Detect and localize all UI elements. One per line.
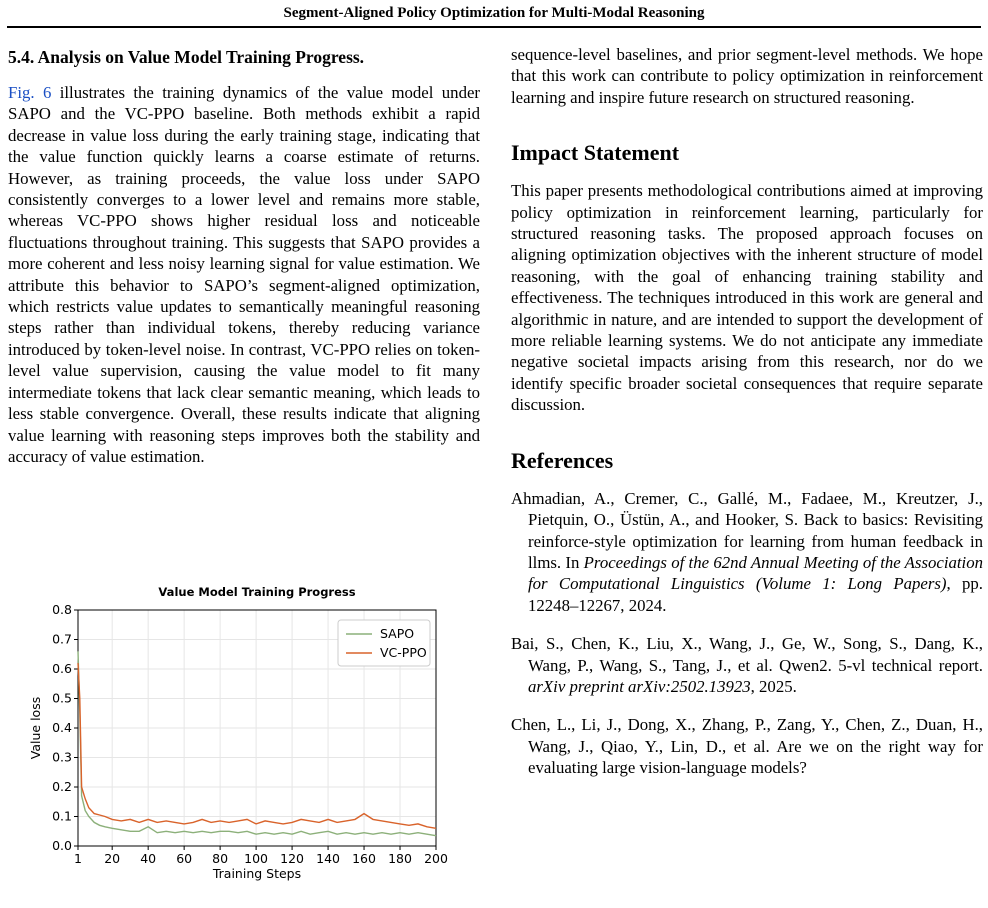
x-tick-label: 140 [316, 851, 340, 866]
reference-list [511, 488, 983, 779]
series-line-sapo [78, 651, 436, 835]
conclusion-paragraph: sequence-level baselines, and prior segment-level methods. We hope that this work can contribute to policy optimization in reinforcement learning and inspire future research on structured reasoning. [511, 45, 983, 107]
figure-reference-link[interactable]: Fig. 6 [8, 83, 52, 102]
section-title: 5.4. Analysis on Value Model Training Progress. [8, 47, 365, 67]
y-tick-label: 0.1 [52, 808, 72, 824]
y-axis-label: Value loss [28, 696, 43, 760]
right-column [511, 44, 983, 779]
x-tick-label: 80 [212, 851, 229, 866]
y-tick-label: 0.4 [52, 720, 72, 735]
header-rule [7, 26, 981, 28]
left-column [8, 44, 480, 467]
reference-tail: , 2025. [750, 676, 797, 696]
references-title: References [511, 447, 614, 473]
reference-venue: Proceedings of the 62nd Annual Meeting of the Association for Computational Linguistics (Volume 1: Long Papers) [528, 552, 983, 594]
legend-label: VC-PPO [380, 645, 427, 660]
x-tick-label: 180 [388, 851, 412, 866]
y-tick-label: 0.0 [52, 838, 72, 853]
reference-venue: arXiv preprint arXiv:2502.13923 [528, 676, 751, 696]
y-tick-label: 0.3 [52, 749, 72, 765]
x-tick-label: 40 [140, 851, 157, 866]
reference-text: Ahmadian, A., Cremer, C., Gallé, M., Fadaee, M., Kreutzer, J., Pietquin, O., Üstün, A., and Hooker, S. Back to basics: Revisiting reinforce-style optimization for learning from human feedback in llms. In [511, 488, 983, 572]
impact-statement-title: Impact Statement [511, 140, 680, 166]
y-tick-label: 0.8 [52, 602, 72, 617]
y-tick-label: 0.2 [52, 779, 72, 794]
reference-text: Bai, S., Chen, K., Liu, X., Wang, J., Ge, W., Song, S., Dang, K., Wang, P., Wang, S., Tang, J., et al. Qwen2. 5-vl technical report. [511, 634, 983, 675]
chart-svg [26, 578, 456, 890]
x-tick-label: 100 [244, 851, 269, 866]
x-tick-label: 200 [424, 851, 448, 866]
y-tick-label: 0.7 [52, 631, 72, 647]
impact-statement-text: This paper presents methodological contributions aimed at improving policy optimization in reinforcement learning, particularly for structured reasoning tasks. The proposed approach focuses on aligning optimization objectives with the inherent structure of model reasoning, with the goal of enhancing training stability and effectiveness. The techniques introduced in this work are general and algorithmic in nature, and are intended to support the development of more reliable learning systems. We do not anticipate any immediate negative societal impacts arising from this research, nor do we identify specific broader societal consequences that require separate discussion. [511, 181, 983, 415]
chart-title: Value Model Training Progress [158, 585, 356, 599]
y-tick-label: 0.6 [52, 661, 72, 676]
series-line-vc-ppo [78, 663, 436, 828]
x-tick-label: 1 [74, 851, 82, 866]
x-tick-label: 20 [104, 851, 121, 866]
legend-label: SAPO [380, 626, 415, 641]
running-header: Segment-Aligned Policy Optimization for Multi-Modal Reasoning [283, 5, 705, 21]
value-loss-chart [26, 578, 456, 890]
analysis-paragraph [8, 82, 480, 467]
x-tick-label: 120 [280, 851, 305, 866]
reference-item [511, 633, 983, 697]
reference-tail: , pp. 12248–12267, 2024. [528, 574, 983, 615]
y-tick-label: 0.5 [52, 690, 72, 706]
x-axis-label: Training Steps [212, 866, 302, 881]
reference-item [511, 714, 983, 778]
x-tick-label: 60 [176, 851, 193, 866]
analysis-paragraph-text: illustrates the training dynamics of the value model under SAPO and the VC-PPO baseline. Both methods exhibit a rapid decrease in value loss during the early training stage, indicating that the value function quickly learns a coarse estimate of returns. However, as training proceeds, the value loss under SAPO consistently converges to a lower level and remains more stable, whereas VC-PPO shows higher residual loss and noticeable fluctuations throughout training. This suggests that SAPO provides a more coherent and less noisy learning signal for value estimation. We attribute this behavior to SAPO’s segment-aligned optimization, which restricts value updates to semantically meaningful reasoning steps rather than individual tokens, thereby reducing variance introduced by token-level noise. In contrast, VC-PPO relies on token-level value supervision, causing the value model to fit many intermediate tokens that lack clear semantic meaning, which leads to less stable convergence. Overall, these results indicate that aligning value learning with reasoning steps improves both the stability and accuracy of value estimation. [8, 83, 480, 466]
reference-item [511, 488, 983, 616]
x-tick-label: 160 [352, 851, 376, 866]
reference-text: Chen, L., Li, J., Dong, X., Zhang, P., Zang, Y., Chen, Z., Duan, H., Wang, J., Qiao, Y., Lin, D., et al. Are we on the right way for evaluating large vision-language models? [511, 715, 983, 778]
